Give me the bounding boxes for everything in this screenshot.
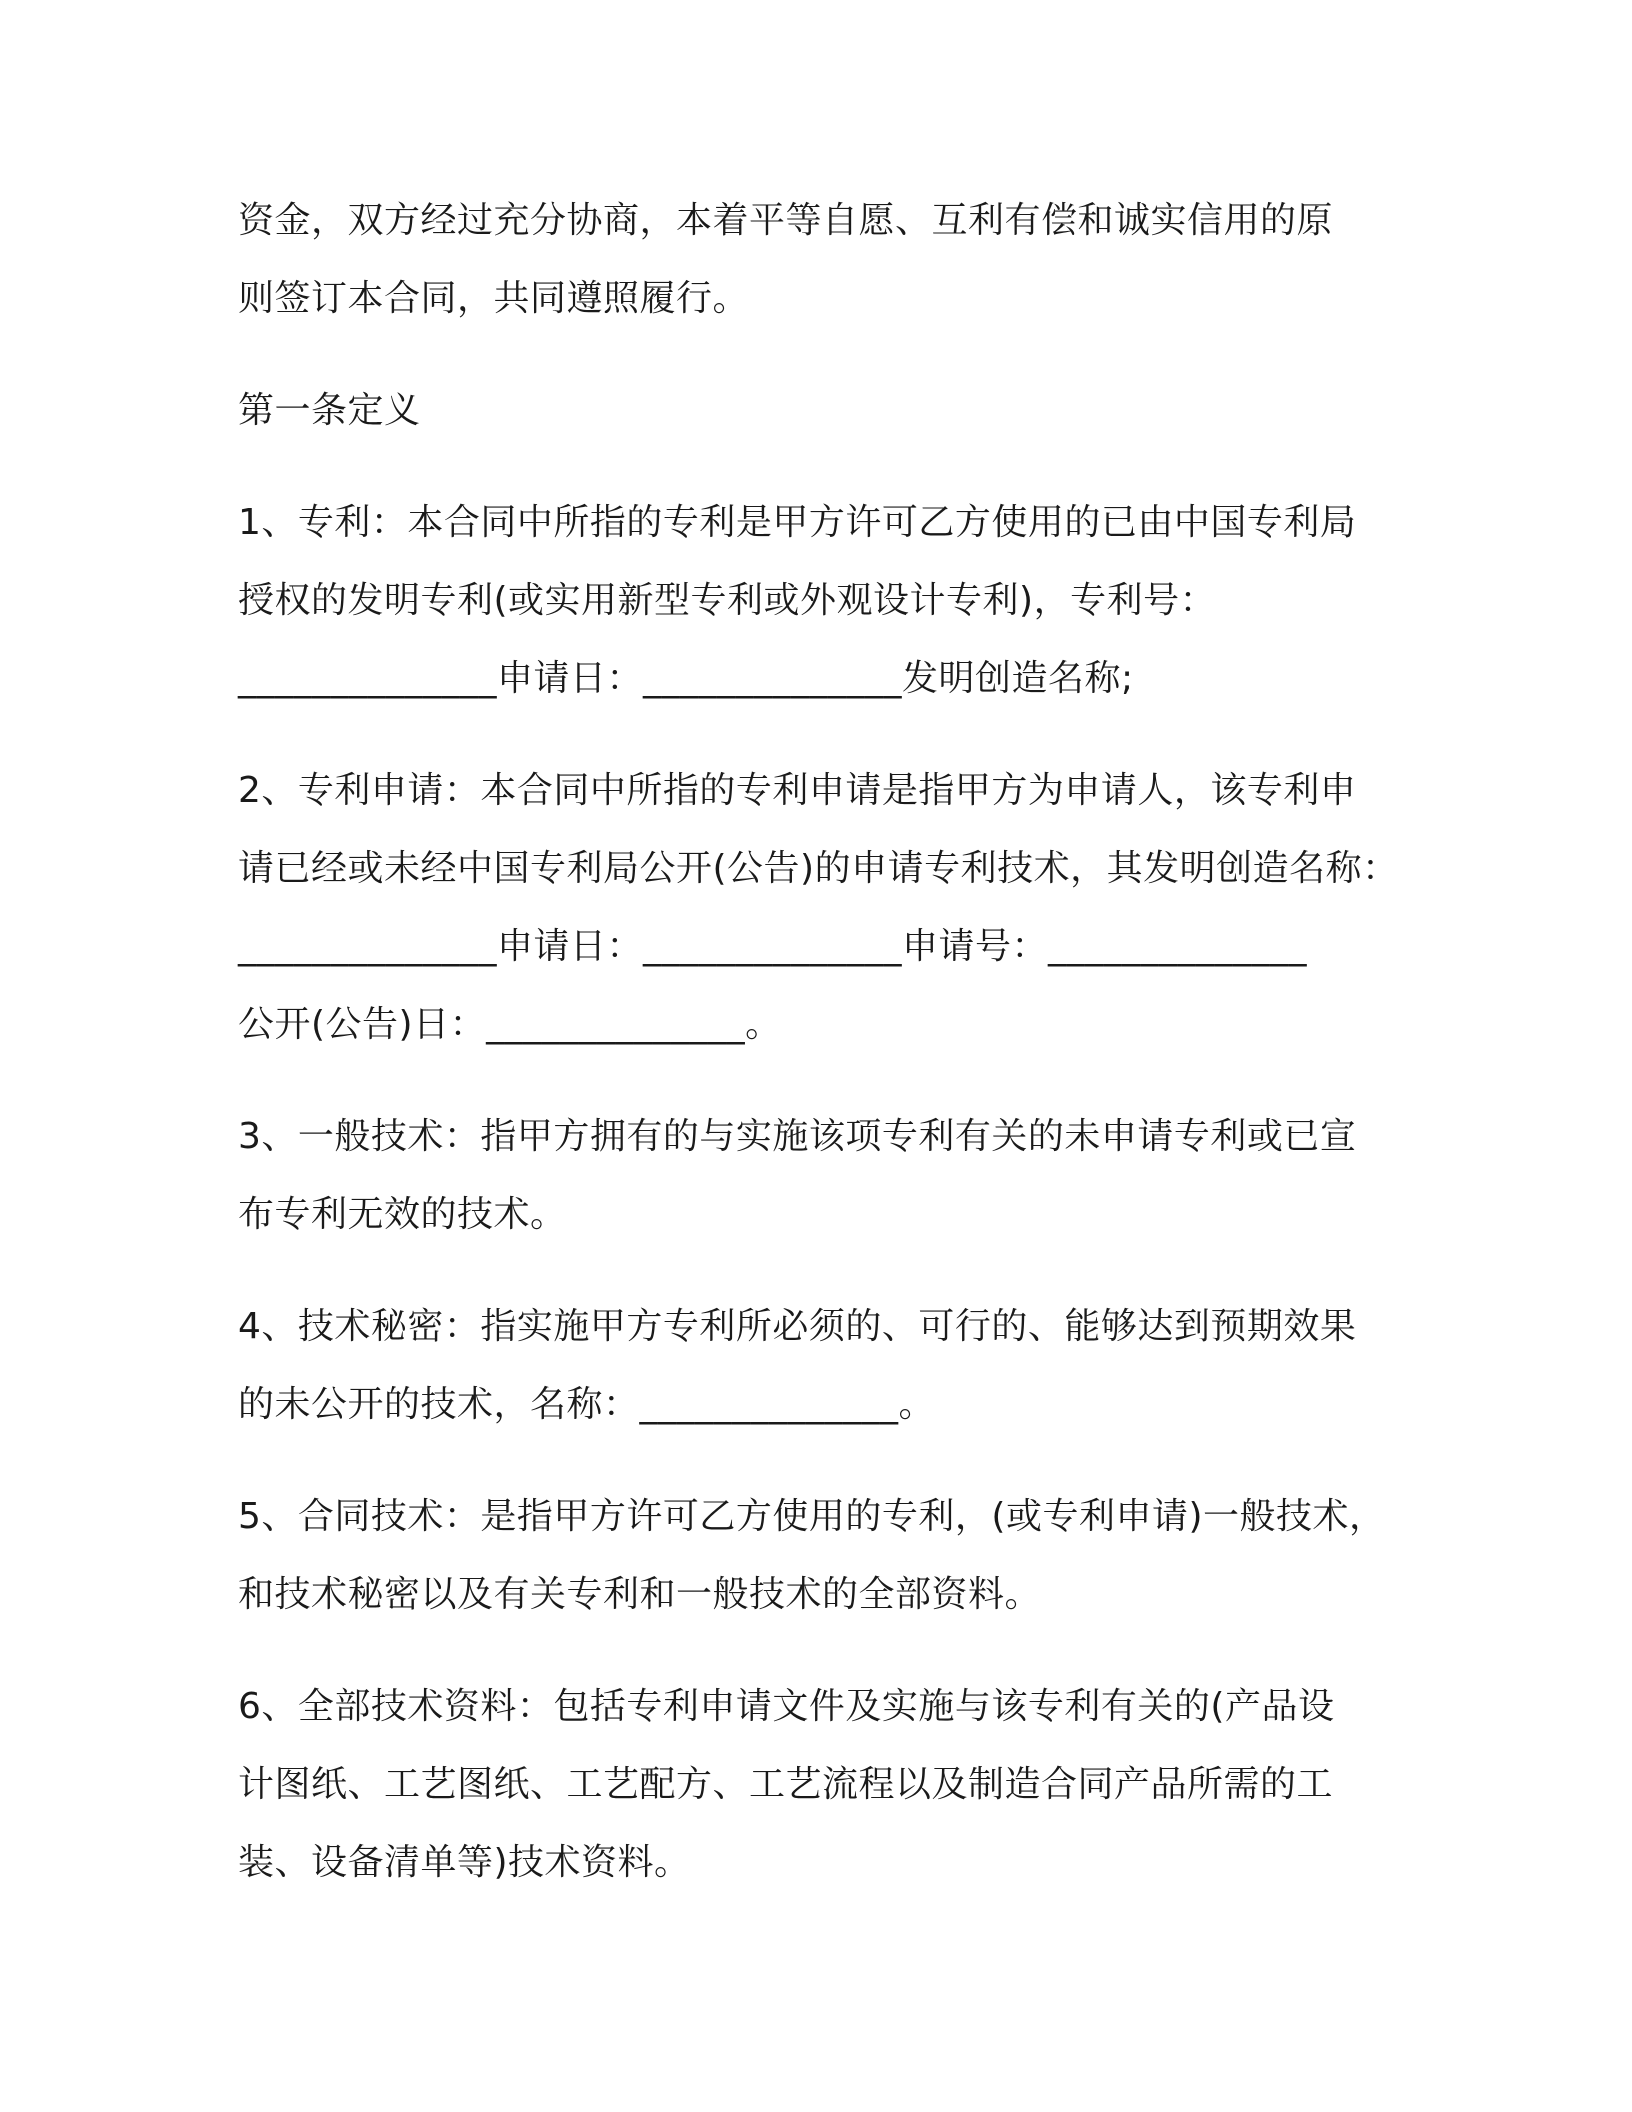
text-line: 6、全部技术资料：包括专利申请文件及实施与该专利有关的(产品设 [238, 1686, 1335, 1727]
clause-2-patent-application [238, 752, 1418, 1064]
clause-4-technical-secret [238, 1288, 1418, 1444]
text-line: ______________申请日：______________申请号：______________ [238, 926, 1308, 967]
text-line: 5、合同技术：是指甲方许可乙方使用的专利，(或专利申请)一般技术， [238, 1496, 1386, 1537]
text-line: 授权的发明专利(或实用新型专利或外观设计专利)，专利号： [238, 580, 1217, 621]
text-line: 1、专利：本合同中所指的专利是甲方许可乙方使用的已由中国专利局 [238, 502, 1357, 543]
text-line: 请已经或未经中国专利局公开(公告)的申请专利技术，其发明创造名称： [238, 848, 1399, 889]
clause-1-patent [238, 484, 1418, 718]
text-line: ______________申请日：______________发明创造名称; [238, 658, 1134, 699]
text-line: 公开(公告)日：______________。 [238, 1004, 782, 1045]
text-line: 和技术秘密以及有关专利和一般技术的全部资料。 [238, 1574, 1042, 1615]
text-line: 4、技术秘密：指实施甲方专利所必须的、可行的、能够达到预期效果 [238, 1306, 1357, 1347]
clause-3-general-technology [238, 1098, 1418, 1254]
text-line: 第一条定义 [238, 390, 421, 431]
text-line: 装、设备清单等)技术资料。 [238, 1842, 691, 1883]
text-line: 则签订本合同，共同遵照履行。 [238, 278, 750, 319]
clause-5-contract-technology [238, 1478, 1418, 1634]
text-line: 布专利无效的技术。 [238, 1194, 567, 1235]
text-line: 2、专利申请：本合同中所指的专利申请是指甲方为申请人，该专利申 [238, 770, 1357, 811]
article-heading [238, 372, 1418, 450]
clause-6-technical-materials [238, 1668, 1418, 1902]
document-body [238, 182, 1418, 1936]
text-line: 计图纸、工艺图纸、工艺配方、工艺流程以及制造合同产品所需的工 [238, 1764, 1334, 1805]
text-line: 3、一般技术：指甲方拥有的与实施该项专利有关的未申请专利或已宣 [238, 1116, 1357, 1157]
text-line: 资金，双方经过充分协商，本着平等自愿、互利有偿和诚实信用的原 [238, 200, 1334, 241]
paragraph-intro [238, 182, 1418, 338]
text-line: 的未公开的技术，名称：______________。 [238, 1384, 936, 1425]
